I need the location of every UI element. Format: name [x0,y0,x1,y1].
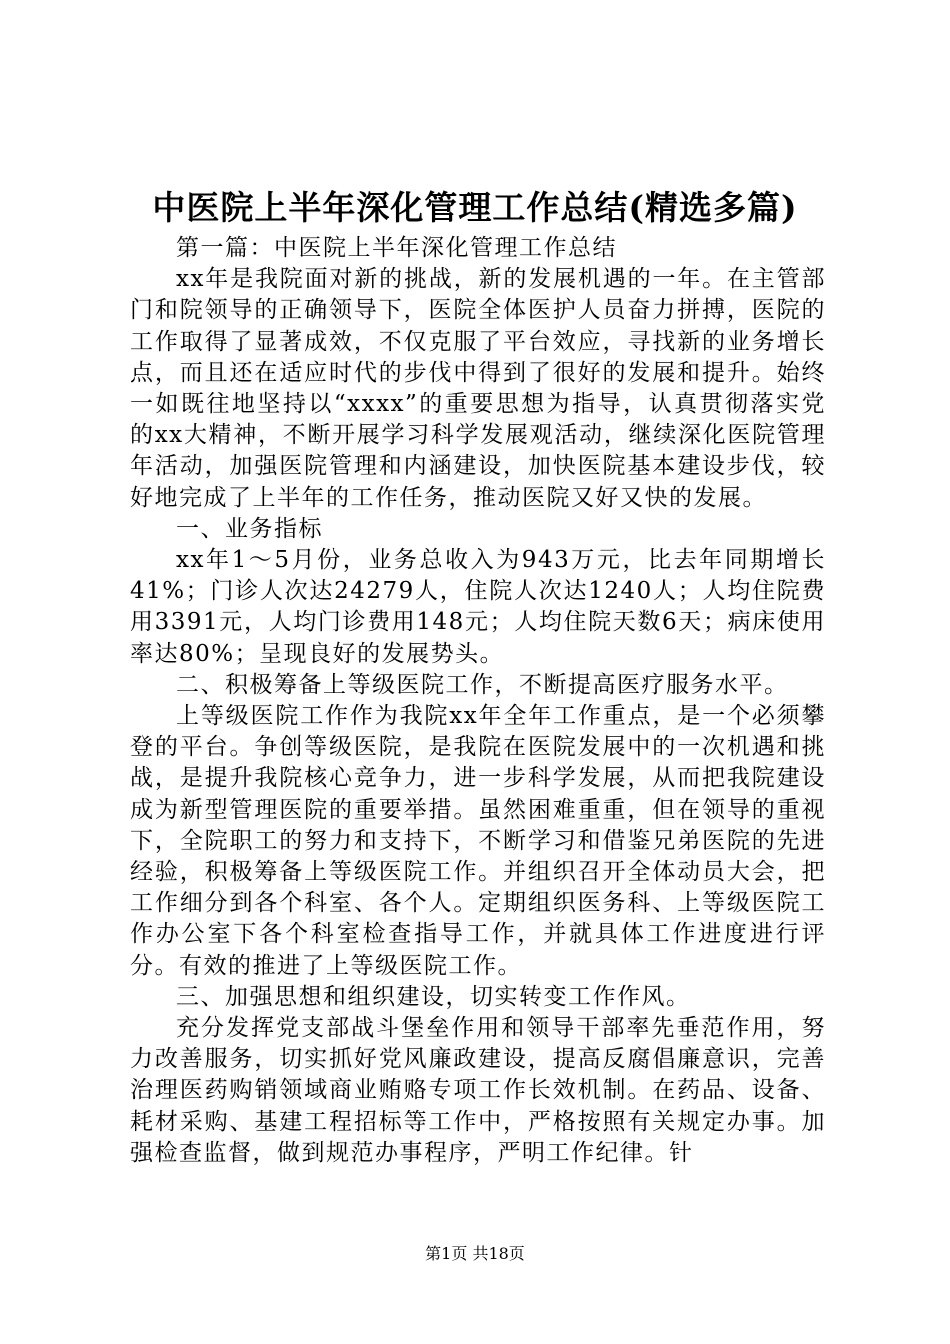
paragraph: xx年1～5月份，业务总收入为943万元，比去年同期增长41%；门诊人次达24279人，住院人次达1240人；人均住院费用3391元，人均门诊费用148元；人均住院天数6天；病床使用率达80%；呈现良好的发展势头。 [130,547,826,667]
section-heading: 二、积极筹备上等级医院工作，不断提高医疗服务水平。 [176,671,789,698]
document-title: 中医院上半年深化管理工作总结(精选多篇) [152,188,798,227]
paragraph: xx年是我院面对新的挑战，新的发展机遇的一年。在主管部门和院领导的正确领导下，医院全体医护人员奋力拼搏，医院的工作取得了显著成效，不仅克服了平台效应，寻找新的业务增长点，而且还在适应时代的步伐中得到了很好的发展和提升。始终一如既往地坚持以“xxxx”的重要思想为指导，认真贯彻落实党的xx大精神，不断开展学习科学发展观活动，继续深化医院管理年活动，加强医院管理和内涵建设，加快医院基本建设步伐，较好地完成了上半年的工作任务，推动医院又好又快的发展。 [130,266,826,511]
section-heading: 第一篇：中医院上半年深化管理工作总结 [176,235,617,261]
paragraph: 上等级医院工作作为我院xx年全年工作重点，是一个必须攀登的平台。争创等级医院，是我院在医院发展中的一次机遇和挑战，是提升我院核心竞争力，进一步科学发展，从而把我院建设成为新型管理医院的重要举措。虽然困难重重，但在领导的重视下，全院职工的努力和支持下，不断学习和借鉴兄弟医院的先进经验，积极筹备上等级医院工作。并组织召开全体动员大会，把工作细分到各个科室、各个人。定期组织医务科、上等级医院工作办公室下各个科室检查指导工作，并就具体工作进度进行评分。有效的推进了上等级医院工作。 [130,703,826,979]
paragraph: 充分发挥党支部战斗堡垒作用和领导干部率先垂范作用，努力改善服务，切实抓好党风廉政建设，提高反腐倡廉意识，完善治理医药购销领域商业贿赂专项工作长效机制。在药品、设备、耗材采购、基建工程招标等工作中，严格按照有关规定办事。加强检查监督，做到规范办事程序，严明工作纪律。针 [130,1015,826,1166]
section-heading: 三、加强思想和组织建设，切实转变工作作风。 [176,983,691,1010]
page-number-footer: 第1页 共18页 [425,1244,525,1263]
section-heading: 一、业务指标 [176,515,323,542]
document-body [130,233,826,1169]
